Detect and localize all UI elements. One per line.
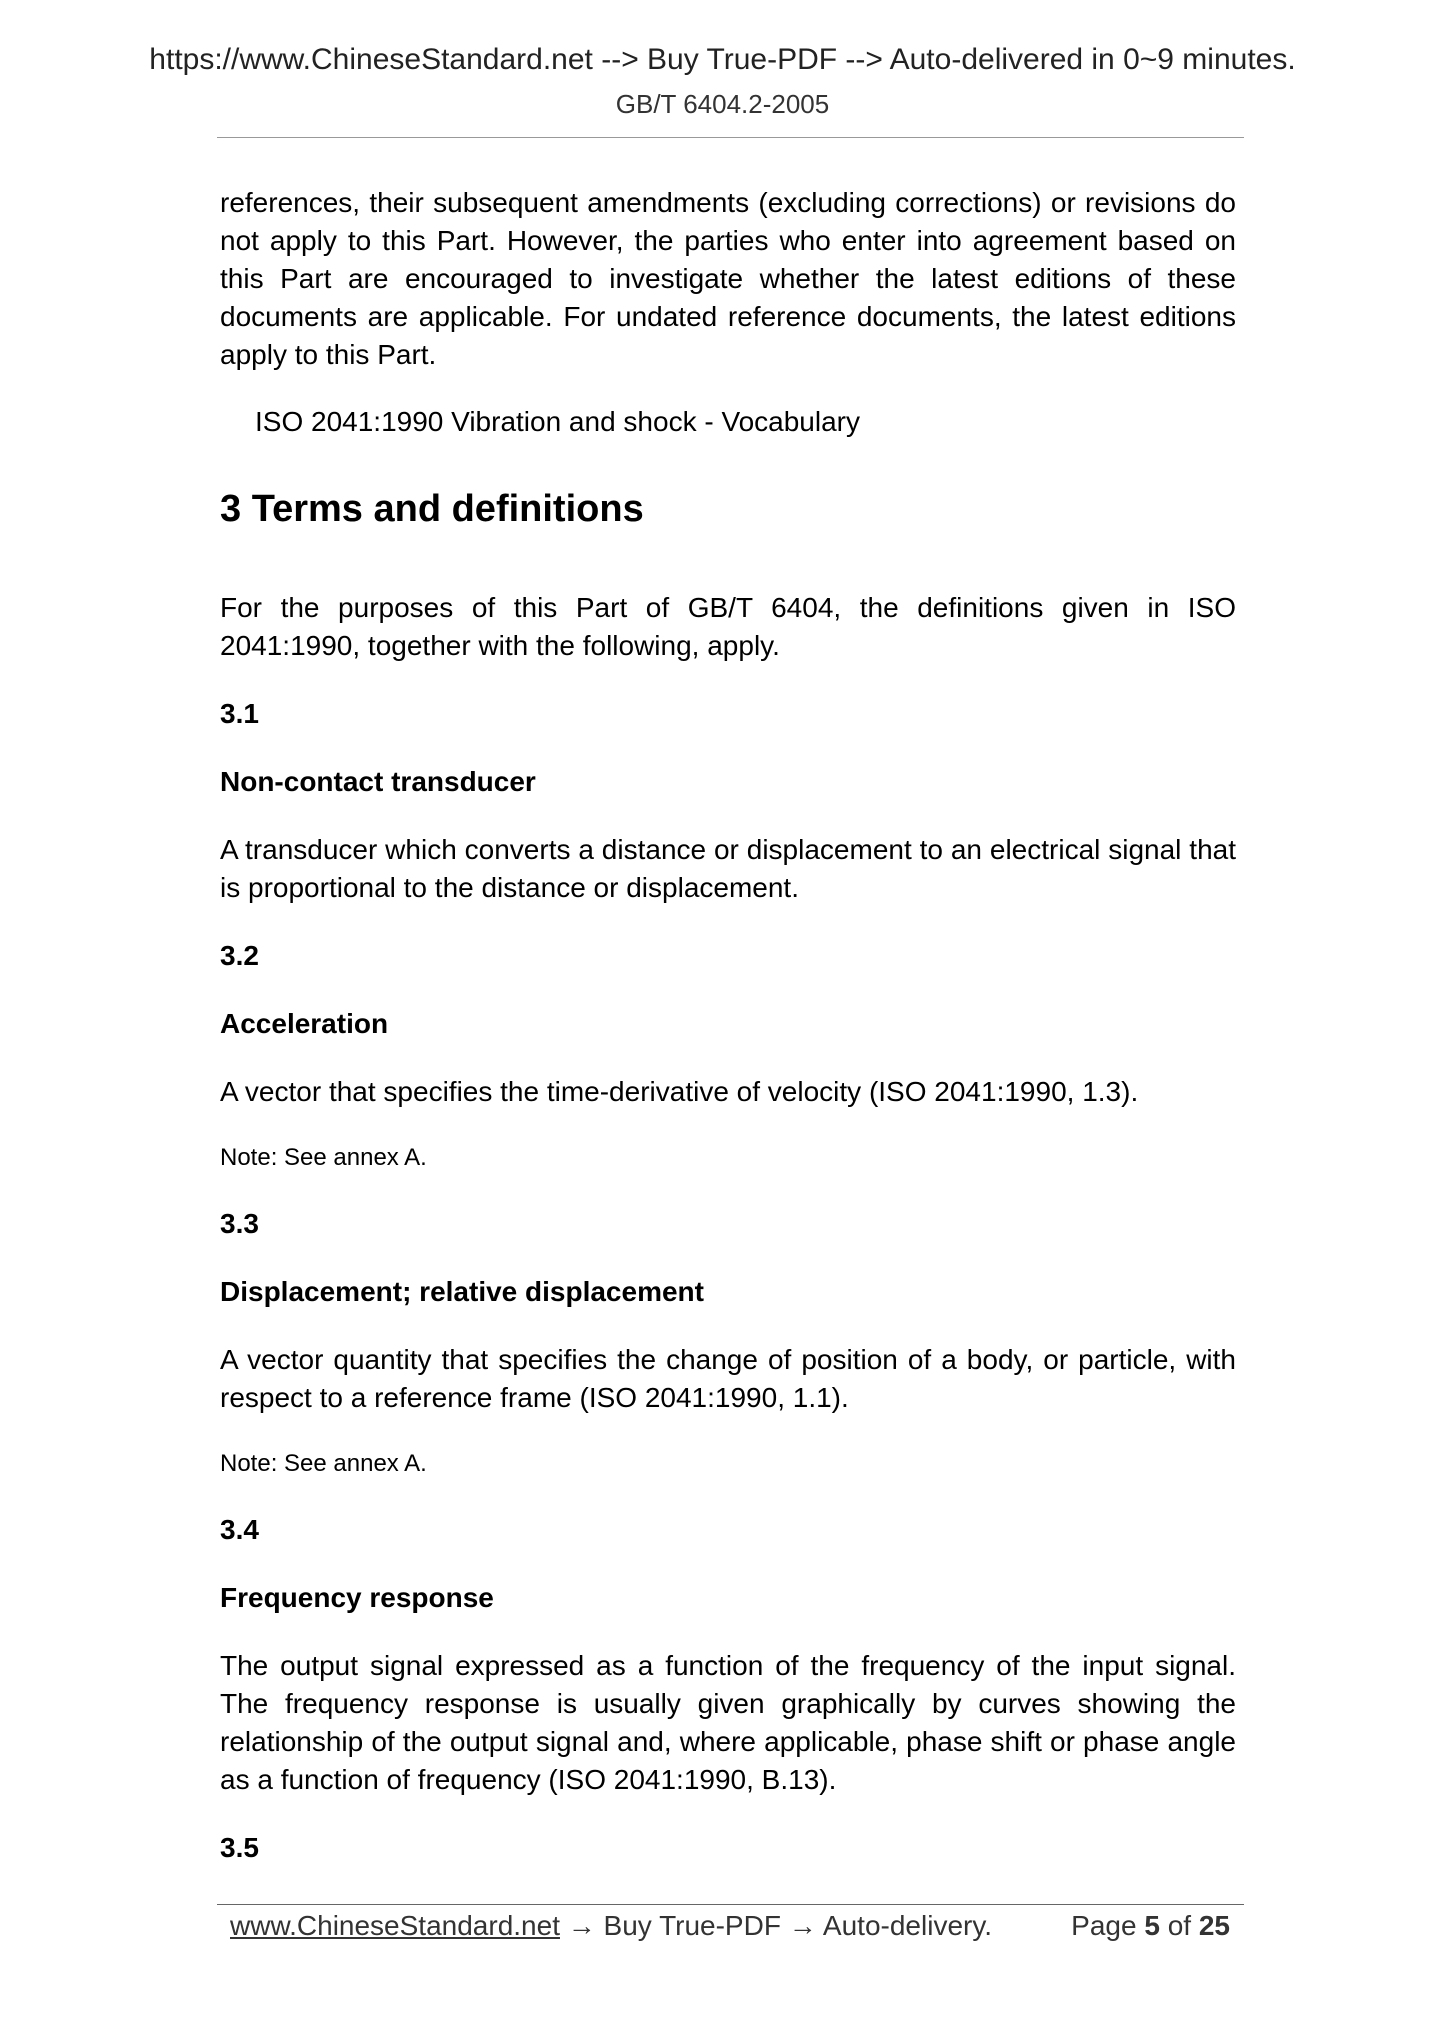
term-number-3-3: 3.3 [220, 1208, 259, 1239]
page-of-label: of [1159, 1910, 1199, 1941]
section-intro: For the purposes of this Part of GB/T 6404, the definitions given in ISO 2041:1990, together with the following, apply. [220, 592, 1236, 661]
term-title-3-3: Displacement; relative displacement [220, 1276, 704, 1307]
standard-number: GB/T 6404.2-2005 [615, 89, 830, 119]
term-definition-3-1: A transducer which converts a distance or displacement to an electrical signal that is proportional to the distance or displacement. [220, 834, 1236, 903]
footer-divider [217, 1904, 1244, 1905]
term-title-3-2: Acceleration [220, 1008, 389, 1039]
header-banner: https://www.ChineseStandard.net --> Buy True-PDF --> Auto-delivered in 0~9 minutes. [149, 43, 1296, 76]
term-note-3-2: Note: See annex A. [220, 1144, 427, 1171]
footer-site-link[interactable]: www.ChineseStandard.net [230, 1910, 560, 1941]
term-definition-3-4: The output signal expressed as a function of the frequency of the input signal. The frequency response is usually given graphically by curves showing the relationship of the output signal and, where applicable, phase shift or phase angle as a function of frequency (ISO 2041:1990, B.13). [220, 1650, 1236, 1795]
page-total: 25 [1198, 1910, 1230, 1941]
term-number-3-1: 3.1 [220, 698, 259, 729]
header-divider [217, 137, 1244, 138]
term-number-3-5: 3.5 [220, 1832, 259, 1863]
reference-item: ISO 2041:1990 Vibration and shock - Vocabulary [255, 406, 860, 437]
term-definition-3-3: A vector quantity that specifies the change of position of a body, or particle, with respect to a reference frame (ISO 2041:1990, 1.1). [220, 1344, 1236, 1413]
term-number-3-4: 3.4 [220, 1514, 259, 1545]
term-title-3-4: Frequency response [220, 1582, 494, 1613]
term-note-3-3: Note: See annex A. [220, 1450, 427, 1477]
page-current: 5 [1144, 1910, 1160, 1941]
page-content [220, 184, 1236, 1867]
page-label: Page [1071, 1910, 1145, 1941]
intro-paragraph: references, their subsequent amendments (excluding corrections) or revisions do not apply to this Part. However, the parties who enter into agreement based on this Part are encouraged to investigate whether the latest editions of these documents are applicable. For undated reference documents, the latest editions apply to this Part. [220, 187, 1236, 370]
page-indicator [1071, 1906, 1230, 1946]
term-definition-3-2: A vector that specifies the time-derivative of velocity (ISO 2041:1990, 1.3). [220, 1076, 1139, 1107]
term-number-3-2: 3.2 [220, 940, 259, 971]
footer-tagline: → Buy True-PDF → Auto-delivery. [559, 1910, 993, 1941]
page-footer [230, 1906, 1230, 1946]
term-title-3-1: Non-contact transducer [220, 766, 536, 797]
section-title: 3 Terms and definitions [220, 488, 644, 530]
